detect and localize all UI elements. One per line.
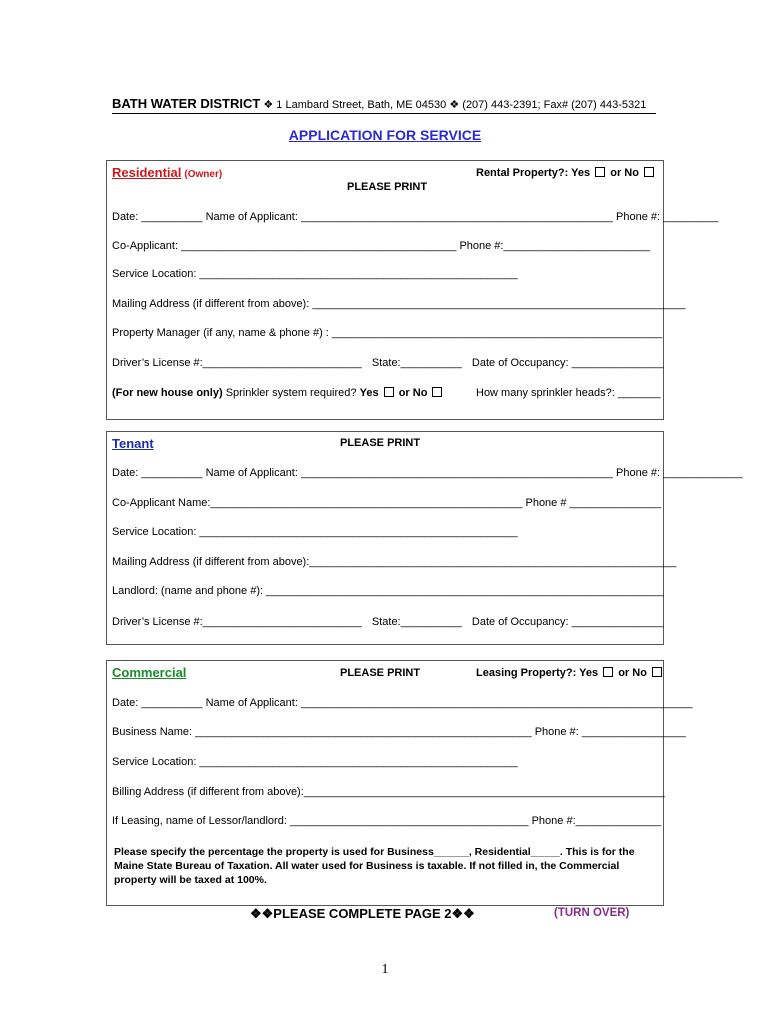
residential-row-applicant <box>112 211 718 223</box>
tenant-mailing-address-field[interactable]: Mailing Address (if different from above):____________________________________________________________ <box>112 556 677 568</box>
date-field[interactable]: Date: __________ <box>112 467 203 479</box>
sprinkler-heads-field[interactable]: How many sprinkler heads?: _______ <box>476 387 661 399</box>
rental-yes-checkbox[interactable] <box>595 167 605 177</box>
commercial-row-business <box>112 726 686 738</box>
commercial-applicant-field[interactable]: Date: __________ Name of Applicant: ________________________________________________________________ <box>112 697 693 709</box>
leasing-no-checkbox[interactable] <box>652 667 662 677</box>
residential-row-license <box>112 357 663 369</box>
letterhead <box>112 96 656 114</box>
drivers-license-field[interactable]: Driver’s License #:__________________________ <box>112 357 362 369</box>
residential-heading: Residential (Owner) <box>112 165 223 180</box>
rental-no-checkbox[interactable] <box>644 167 654 177</box>
sprinkler-row: (For new house only) Sprinkler system required? Yes or No <box>112 387 444 399</box>
please-print-label: PLEASE PRINT <box>340 437 421 449</box>
billing-address-field[interactable]: Billing Address (if different from above):___________________________________________________________ <box>112 786 665 798</box>
drivers-license-field[interactable]: Driver’s License #:__________________________ <box>112 616 362 628</box>
please-print-label: PLEASE PRINT <box>340 667 421 679</box>
diamond-icon: ❖ <box>263 99 274 111</box>
district-name: BATH WATER DISTRICT <box>112 96 261 111</box>
business-name-field[interactable]: Business Name: _______________________________________________________ <box>112 726 532 738</box>
phone-field[interactable]: Phone #: _________________ <box>534 726 686 738</box>
tenant-co-applicant-field[interactable]: Co-Applicant Name:___________________________________________________ Phone # _______________ <box>112 497 662 509</box>
leasing-property-question: Leasing Property?: Yes or No <box>476 667 664 679</box>
tenant-heading: Tenant <box>112 436 154 451</box>
tenant-section <box>106 431 664 645</box>
date-of-occupancy-field[interactable]: Date of Occupancy: _______________ <box>471 357 664 369</box>
date-of-occupancy-field[interactable]: Date of Occupancy: _______________ <box>471 616 664 628</box>
state-field[interactable]: State:__________ <box>371 616 462 628</box>
residential-mailing-address-field[interactable]: Mailing Address (if different from above): _____________________________________________________________ <box>112 298 686 310</box>
leasing-yes-checkbox[interactable] <box>603 667 613 677</box>
turn-over-label: (TURN OVER) <box>554 907 630 919</box>
district-address: 1 Lambard Street, Bath, ME 04530 <box>276 99 447 111</box>
property-manager-field[interactable]: Property Manager (if any, name & phone #) : ______________________________________________________ <box>112 327 663 339</box>
phone-field[interactable]: Phone #: _____________ <box>616 467 743 479</box>
residential-section <box>106 160 664 420</box>
date-field[interactable]: Date: __________ <box>112 211 203 223</box>
page-title: APPLICATION FOR SERVICE <box>288 127 482 143</box>
residential-service-location-field[interactable]: Service Location: ____________________________________________________ <box>112 268 518 280</box>
applicant-name-field[interactable]: Name of Applicant: ___________________________________________________ <box>205 211 613 223</box>
sprinkler-yes-checkbox[interactable] <box>384 387 394 397</box>
phone-field[interactable]: Phone #: _________ <box>616 211 719 223</box>
page-number: 1 <box>381 962 389 977</box>
residential-co-applicant-field[interactable]: Co-Applicant: _____________________________________________ Phone #:________________________ <box>112 240 651 252</box>
sprinkler-no-checkbox[interactable] <box>432 387 442 397</box>
tenant-service-location-field[interactable]: Service Location: ____________________________________________________ <box>112 526 518 538</box>
commercial-service-location-field[interactable]: Service Location: ____________________________________________________ <box>112 756 518 768</box>
district-phones: (207) 443-2391; Fax# (207) 443-5321 <box>462 99 647 111</box>
applicant-name-field[interactable]: Name of Applicant: ___________________________________________________ <box>205 467 613 479</box>
tenant-row-license <box>112 616 663 628</box>
please-print-label: PLEASE PRINT <box>347 181 428 193</box>
tenant-row-applicant <box>112 467 743 479</box>
landlord-field[interactable]: Landlord: (name and phone #): _________________________________________________________________ <box>112 585 664 597</box>
commercial-heading: Commercial <box>112 665 187 680</box>
rental-property-question: Rental Property?: Yes or No <box>476 167 656 179</box>
diamond-icon: ❖ <box>449 99 460 111</box>
complete-page-2-note: ❖❖PLEASE COMPLETE PAGE 2❖❖ <box>250 906 475 921</box>
taxation-note: Please specify the percentage the property is used for Business______, Residential_____. This is for the Maine State Bureau of Taxation. All water used for Business is taxable. If not filled in, the Commercial property will be taxed at 100%. <box>114 846 635 886</box>
lessor-field[interactable]: If Leasing, name of Lessor/landlord: _______________________________________ Phone #:______________ <box>112 815 662 827</box>
state-field[interactable]: State:__________ <box>371 357 462 369</box>
owner-label: (Owner) <box>184 169 223 180</box>
